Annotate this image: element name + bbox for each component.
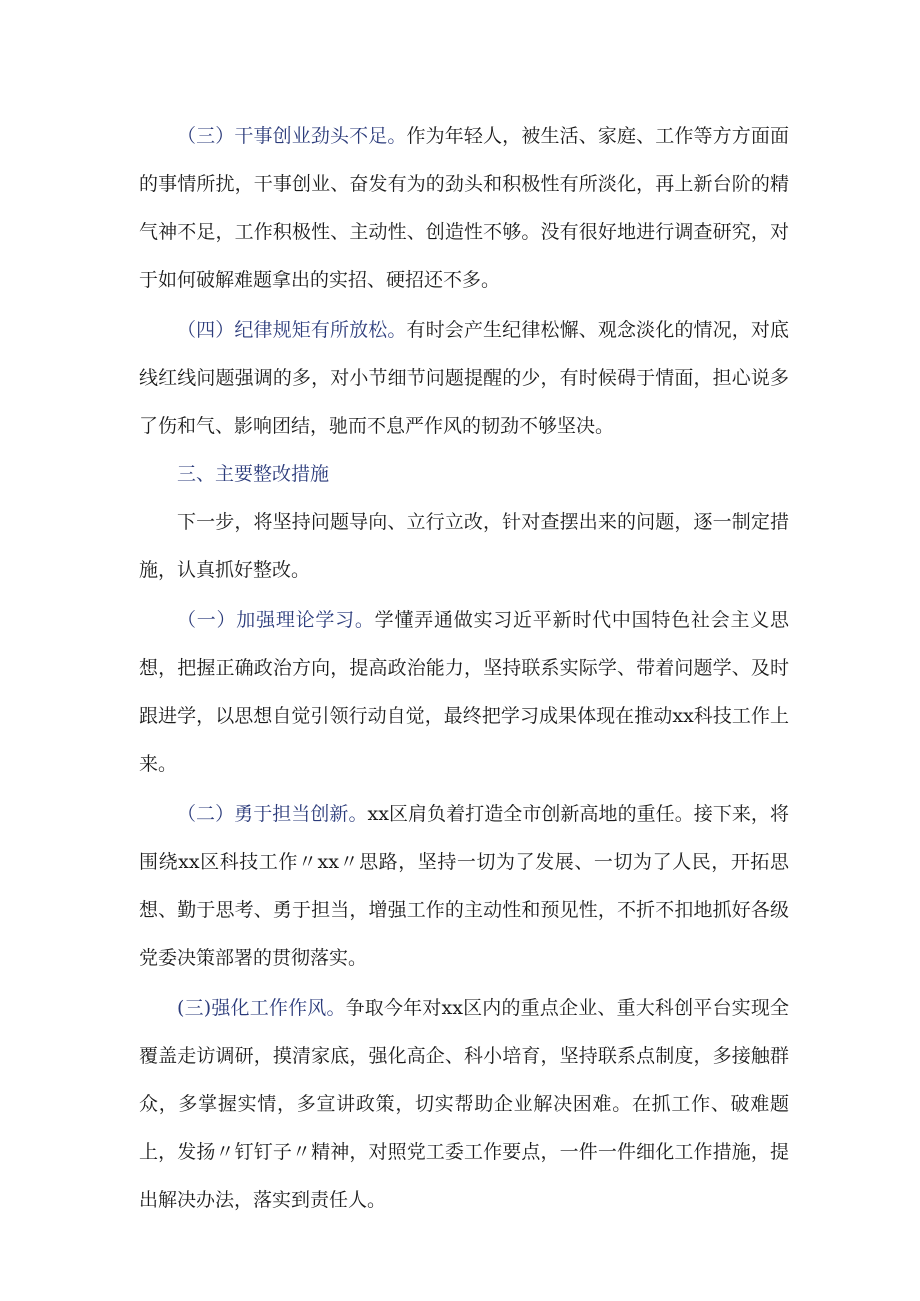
measure-heading: （一）加强理论学习。 (177, 609, 375, 631)
measure-1 (139, 596, 789, 788)
paragraph-heading: （四）纪律规矩有所放松。 (177, 319, 407, 341)
paragraph-text: 作为年轻人，被生活、家庭、工作等方方面面的事情所扰，干事创业、奋发有为的劲头和积极性有所淡化，再上新台阶的精气神不足，工作积极性、主动性、创造性不够。没有很好地进行调查研究，对于如何破解难题拿出的实招、硬招还不多。 (139, 125, 789, 291)
measure-text: 学懂弄通做实习近平新时代中国特色社会主义思想，把握正确政治方向，提高政治能力，坚持联系实际学、带着问题学、及时跟进学，以思想自觉引领行动自觉，最终把学习成果体现在推动xx科技工作上来。 (139, 609, 789, 775)
paragraph-heading: （三）干事创业劲头不足。 (177, 125, 407, 147)
paragraph-text: 有时会产生纪律松懈、观念淡化的情况，对底线红线问题强调的多，对小节细节问题提醒的少，有时候碍于情面，担心说多了伤和气、影响团结，驰而不息严作风的韧劲不够坚决。 (139, 319, 789, 437)
document-body (139, 112, 789, 1224)
paragraph-issue-3 (139, 112, 789, 304)
intro-paragraph: 下一步，将坚持问题导向、立行立改，针对查摆出来的问题，逐一制定措施，认真抓好整改。 (139, 511, 789, 581)
paragraph-issue-4 (139, 306, 789, 450)
measure-text: 争取今年对xx区内的重点企业、重大科创平台实现全覆盖走访调研，摸清家底，强化高企、科小培育，坚持联系点制度，多接触群众，多掌握实情，多宣讲政策，切实帮助企业解决困难。在抓工作、破难题上，发扬〃钉钉子〃精神，对照党工委工作要点，一件一件细化工作措施，提出解决办法，落实到责任人。 (139, 997, 789, 1211)
measure-heading: （二）勇于担当创新。 (177, 803, 368, 825)
section-title: 三、主要整改措施 (177, 463, 330, 485)
measure-text: xx区肩负着打造全市创新高地的重任。接下来，将围绕xx区科技工作〃xx〃思路，坚持一切为了发展、一切为了人民，开拓思想、勤于思考、勇于担当，增强工作的主动性和预见性，不折不扣地抓好各级党委决策部署的贯彻落实。 (139, 803, 789, 969)
measure-3 (139, 984, 789, 1224)
measure-2 (139, 790, 789, 982)
measure-heading: (三)强化工作作风。 (177, 997, 346, 1019)
